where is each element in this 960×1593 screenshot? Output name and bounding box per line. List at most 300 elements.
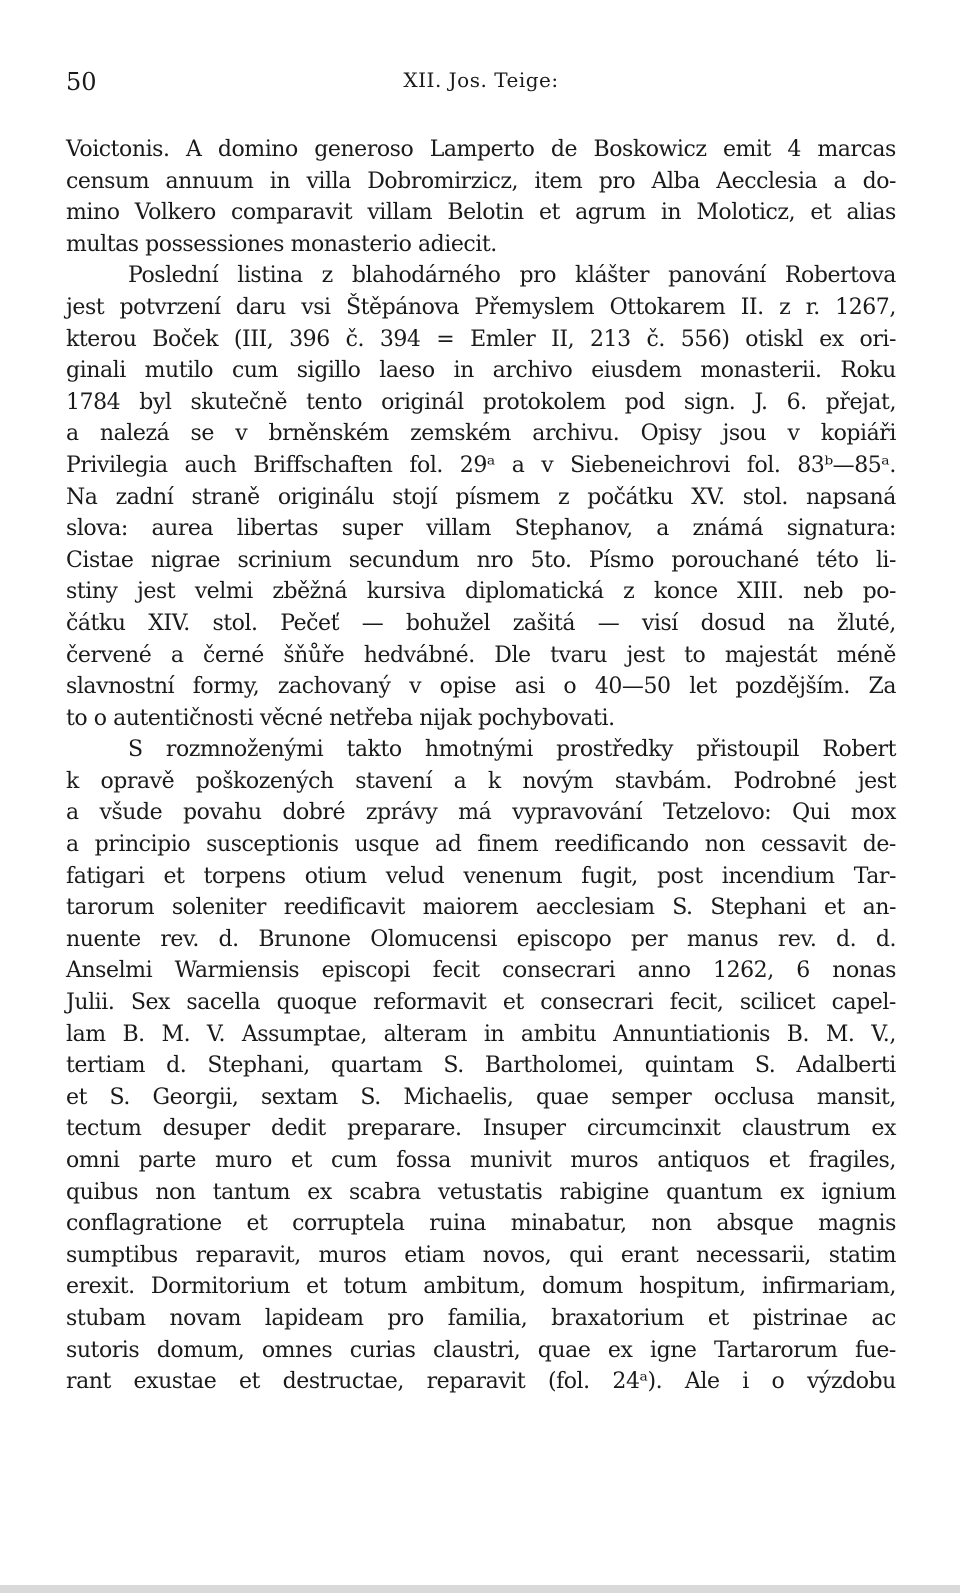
page-number: 50 [66, 68, 97, 96]
word: anno [637, 958, 691, 984]
word: mansit, [816, 1084, 896, 1110]
word: v [787, 421, 800, 447]
word: výzdobu [807, 1369, 896, 1395]
word: ruina [429, 1211, 486, 1237]
word: d. [218, 926, 239, 952]
word: archivo [492, 358, 573, 384]
word: statim [828, 1242, 896, 1268]
text-line [66, 513, 896, 545]
word: principio [94, 832, 191, 858]
word: Georgii, [152, 1084, 239, 1110]
word: S. [443, 1053, 464, 1079]
word: 1267, [835, 294, 896, 320]
word: 1784 [66, 389, 121, 415]
word: reedificando [554, 832, 689, 858]
word: de- [862, 832, 896, 858]
word: porouchané [671, 547, 799, 573]
word: méně [836, 642, 896, 668]
word: opise [439, 674, 497, 700]
word: známá [692, 516, 764, 542]
word: aurea [151, 516, 214, 542]
word: zadní [115, 484, 174, 510]
text-line [66, 861, 896, 893]
word: reparavit [426, 1369, 526, 1395]
word: corruptela [292, 1211, 405, 1237]
word: ex [307, 1179, 332, 1205]
word: ex [607, 1337, 633, 1363]
text-line [66, 703, 896, 735]
word: vypravování [512, 800, 643, 826]
word: Ottokarem [609, 294, 726, 320]
word: pro [519, 263, 556, 289]
word: susceptionis [206, 832, 339, 858]
word: et [768, 1148, 790, 1173]
word: (fol. [547, 1369, 590, 1395]
word: munivit [469, 1148, 552, 1173]
word: d. [836, 926, 857, 952]
word: Za [868, 674, 896, 700]
word: a [170, 642, 184, 668]
word: fragiles, [808, 1148, 896, 1173]
word: 5to. [530, 547, 572, 573]
word: fugit, [581, 863, 638, 889]
page-bottom-edge [0, 1585, 960, 1593]
word: minabatur, [510, 1211, 627, 1237]
word: fatigari [66, 863, 145, 889]
word: nro [476, 547, 514, 573]
word: pro [387, 1305, 424, 1331]
word: originál [381, 389, 464, 415]
text-line [66, 197, 896, 229]
word: et [823, 895, 845, 921]
word: fol. [746, 452, 781, 478]
word: monasterii. [700, 358, 822, 384]
word: Moloticz, [696, 200, 796, 226]
word: manus [686, 926, 759, 952]
word: magnis [818, 1211, 896, 1237]
word: etiam [404, 1242, 465, 1268]
word: skutečně [190, 389, 288, 415]
word: omni [66, 1148, 120, 1173]
word: klášter [575, 263, 650, 289]
word: sign. [683, 389, 736, 415]
word: villam [367, 200, 433, 226]
word: Podrobné [733, 768, 837, 794]
word: dosud [700, 610, 766, 636]
word: Stephani, [207, 1053, 310, 1079]
word: Julii. [66, 990, 115, 1016]
text-line [66, 1082, 896, 1114]
word: familia, [447, 1305, 528, 1331]
word: Robert [822, 737, 896, 763]
word: z [321, 263, 333, 289]
word: reedificavit [283, 895, 405, 921]
word: Na [66, 484, 98, 510]
text-line [66, 260, 896, 292]
word: mino [66, 200, 120, 226]
word: infirmariam, [761, 1274, 896, 1300]
word: igne [649, 1337, 697, 1363]
word: scrinium [237, 547, 332, 573]
word: počátku [587, 484, 674, 510]
word: Poslední [128, 263, 219, 289]
text-line [66, 1271, 896, 1303]
word: pro [598, 168, 636, 194]
word: sacella [186, 990, 261, 1016]
word: zběžná [272, 579, 348, 605]
text-line [66, 671, 896, 703]
text-line [66, 450, 896, 482]
word: fol. [409, 452, 443, 478]
word: Warmiensis [174, 958, 300, 984]
word: censum [66, 168, 150, 194]
word: v [409, 674, 422, 700]
word: Adalberti [796, 1053, 896, 1079]
word: comparavit [231, 200, 353, 226]
word: r. [805, 294, 820, 320]
word: non [651, 1211, 692, 1237]
word: Michaelis, [403, 1084, 514, 1110]
word: stiny [66, 579, 118, 605]
word: č. [646, 326, 665, 352]
word: secundum [348, 547, 460, 573]
word: Siebeneichrovi [570, 452, 730, 478]
word: Annuntiationis [613, 1021, 770, 1047]
word: této [816, 547, 859, 573]
word: alteram [383, 1021, 468, 1047]
word: novos, [482, 1242, 552, 1268]
word: a [453, 768, 467, 794]
word: přistoupil [696, 737, 800, 763]
word: et [163, 863, 185, 889]
word: fossa [396, 1148, 451, 1173]
word: consecrari [502, 958, 616, 984]
word: hmotnými [424, 737, 533, 763]
word: ignium [821, 1179, 896, 1205]
text-line [66, 829, 896, 861]
word: scilicet [739, 990, 816, 1016]
word: II, [551, 326, 575, 352]
word: Brunone [258, 926, 351, 952]
word: kursiva [366, 579, 446, 605]
word: stol. [212, 610, 258, 636]
word: signatura: [786, 516, 896, 542]
word: sigillo [296, 358, 361, 384]
word: Robertova [784, 263, 896, 289]
word: S. [672, 895, 693, 921]
word: z [779, 294, 791, 320]
word: Písmo [588, 547, 654, 573]
text-line [66, 418, 896, 450]
word: V., [871, 1021, 896, 1047]
word: (III, [233, 326, 274, 352]
word: daru [235, 294, 286, 320]
word: kterou [66, 326, 137, 352]
word: 396 [289, 326, 330, 352]
word: absque [716, 1211, 794, 1237]
word: jest [66, 294, 105, 320]
word: lapideam [264, 1305, 364, 1331]
word: qui [569, 1242, 604, 1268]
text-line [66, 608, 896, 640]
word: brněnském [268, 421, 389, 447]
word: maiorem [422, 895, 519, 921]
word: Bartholomei, [484, 1053, 624, 1079]
text-line [66, 987, 896, 1019]
word: J. [754, 389, 768, 415]
word: má [458, 800, 492, 826]
text-line [66, 1019, 896, 1051]
word: desuper [162, 1116, 250, 1142]
word: žluté, [836, 610, 896, 636]
word: B. [122, 1021, 145, 1047]
word: straně [191, 484, 260, 510]
text-line [66, 576, 896, 608]
word: 6 [796, 958, 810, 984]
word: reformavit [373, 990, 487, 1016]
word: rev. [160, 926, 199, 952]
word: et [238, 1369, 260, 1395]
word: li- [875, 547, 896, 573]
word: semper [611, 1084, 692, 1110]
word: v [541, 452, 554, 478]
text-line [66, 482, 896, 514]
word: et [810, 200, 832, 226]
word: rabigine [559, 1179, 649, 1205]
word: sutoris [66, 1337, 140, 1363]
word: rozmnoženými [165, 737, 324, 763]
word: slavnostní [66, 674, 175, 700]
word: muros [318, 1242, 387, 1268]
word: asi [514, 674, 545, 700]
text-line [66, 955, 896, 987]
word: 40—50 [594, 674, 671, 700]
word: do- [862, 168, 896, 194]
word: stojí [392, 484, 438, 510]
word: červené [66, 642, 152, 668]
word: Opisy [640, 421, 702, 447]
word: majestát [724, 642, 818, 668]
word: usque [354, 832, 420, 858]
word: Dobromirzicz, [367, 168, 519, 194]
word: Alba [651, 168, 700, 194]
word: originálu [277, 484, 375, 510]
word: zprávy [365, 800, 438, 826]
word: hedvábné. [363, 642, 475, 668]
word: vetustatis [437, 1179, 543, 1205]
word: cum [231, 358, 278, 384]
text-line [66, 766, 896, 798]
word: auch [184, 452, 237, 478]
word: prostředky [556, 737, 674, 763]
word: let [689, 674, 717, 700]
word: = [436, 326, 455, 352]
word: item [534, 168, 583, 194]
text-line [66, 1303, 896, 1335]
word: incendium [721, 863, 835, 889]
word: hospitum, [639, 1274, 746, 1300]
word: stol. [742, 484, 788, 510]
word: non [704, 832, 745, 858]
word: episcopi [321, 958, 411, 984]
word: byl [139, 389, 172, 415]
text-line [66, 1366, 896, 1398]
word: Privilegia [66, 452, 168, 478]
word: stubam [66, 1305, 146, 1331]
word: 556) [680, 326, 730, 352]
word: a [656, 516, 669, 542]
word: Volkero [134, 200, 216, 226]
word: parte [138, 1148, 196, 1173]
word: a [511, 452, 525, 478]
word: č. [345, 326, 365, 352]
word: Dormitorium [150, 1274, 290, 1300]
word: takto [346, 737, 402, 763]
word: Insuper [482, 1116, 566, 1142]
word: a [66, 800, 79, 826]
word: generoso [314, 137, 414, 162]
word: i [742, 1369, 749, 1395]
word: in [483, 1021, 505, 1047]
word: sumptibus [66, 1242, 178, 1268]
word: laeso [379, 358, 435, 384]
word: a [66, 832, 79, 858]
word: Přemyslem [474, 294, 595, 320]
word: aecclesiam [535, 895, 655, 921]
word: na [787, 610, 815, 636]
word: šňůře [283, 642, 345, 668]
word: k [66, 768, 79, 794]
word: Anselmi [66, 958, 153, 984]
word: povahu [183, 800, 262, 826]
word: quae [537, 1337, 591, 1363]
word: všude [99, 800, 163, 826]
text-line [66, 1145, 896, 1177]
word: tectum [66, 1116, 142, 1142]
word: circumcinxit [586, 1116, 721, 1142]
word: M. [161, 1021, 191, 1047]
word: venenum [463, 863, 563, 889]
word: mox [850, 800, 896, 826]
word: non [155, 1179, 196, 1205]
word: consecrari [540, 990, 654, 1016]
word: totum [343, 1274, 408, 1300]
word: claustrum [741, 1116, 851, 1142]
word: occlusa [713, 1084, 795, 1110]
word: finem [477, 832, 539, 858]
word: Tartarorum [714, 1337, 838, 1363]
word: 83ᵇ—85ᵃ. [797, 452, 896, 478]
word: fue- [854, 1337, 896, 1363]
word: nonas [832, 958, 896, 984]
word: domino [217, 137, 298, 162]
text-line [66, 640, 896, 672]
text-line [66, 892, 896, 924]
word: Briffschaften [253, 452, 393, 478]
word: omnes [261, 1337, 333, 1363]
word: diplomatická [464, 579, 604, 605]
text-line [66, 797, 896, 829]
word: tertiam [66, 1053, 146, 1079]
word: konce [653, 579, 718, 605]
word: cessavit [760, 832, 847, 858]
word: panování [668, 263, 766, 289]
word: claustri, [432, 1337, 521, 1363]
word: ambitum, [423, 1274, 526, 1300]
word: Voictonis. [66, 137, 170, 162]
word: bohužel [405, 610, 491, 636]
word: pozdějším. [735, 674, 850, 700]
word: zachovaný [277, 674, 391, 700]
word: et [66, 1084, 87, 1110]
word: pistrinae [752, 1305, 848, 1331]
word: Lamperto [429, 137, 535, 162]
word: stavbám. [614, 768, 712, 794]
word: Stephani [710, 895, 807, 921]
word: A [185, 137, 202, 162]
text-line-content: multas possessiones monasterio adiecit. [66, 231, 497, 257]
word: — [597, 610, 620, 636]
word: capel- [831, 990, 896, 1016]
word: novam [169, 1305, 242, 1331]
word: et [502, 990, 524, 1016]
word: libertas [236, 516, 319, 542]
word: XIV. [148, 610, 190, 636]
word: novým [522, 768, 594, 794]
word: S. [360, 1084, 381, 1110]
word: jest [626, 642, 665, 668]
word: XIII. [737, 579, 784, 605]
word: 394 [379, 326, 421, 352]
word: tento [306, 389, 363, 415]
word: ad [435, 832, 462, 858]
word: M. [825, 1021, 855, 1047]
word: preparare. [347, 1116, 462, 1142]
word: fecit [432, 958, 480, 984]
word: ex [819, 326, 844, 352]
word: episcopo [516, 926, 612, 952]
text-line [66, 229, 896, 261]
word: potvrzení [119, 294, 221, 320]
word: domum [541, 1274, 623, 1300]
running-head: XII. Jos. Teige: [403, 68, 559, 92]
word: in [453, 358, 474, 384]
text-line [66, 324, 896, 356]
word: jest [137, 579, 176, 605]
word: curias [349, 1337, 416, 1363]
word: zemském [410, 421, 511, 447]
word: 213 [590, 326, 631, 352]
word: kopiáři [820, 421, 896, 447]
text-line [66, 1113, 896, 1145]
word: Stephanov, [514, 516, 633, 542]
word: XV. [691, 484, 725, 510]
word: cum [331, 1148, 378, 1173]
word: tantum [212, 1179, 291, 1205]
word: 6. [786, 389, 807, 415]
word: k [487, 768, 501, 794]
word: jest [857, 768, 896, 794]
word: tvaru [550, 642, 607, 668]
word: nigrae [150, 547, 221, 573]
word: torpens [203, 863, 286, 889]
word: v [235, 421, 248, 447]
word: velmi [194, 579, 253, 605]
word: Dle [494, 642, 531, 668]
text-line [66, 545, 896, 577]
word: S. [754, 1053, 776, 1079]
text-line [66, 1208, 896, 1240]
